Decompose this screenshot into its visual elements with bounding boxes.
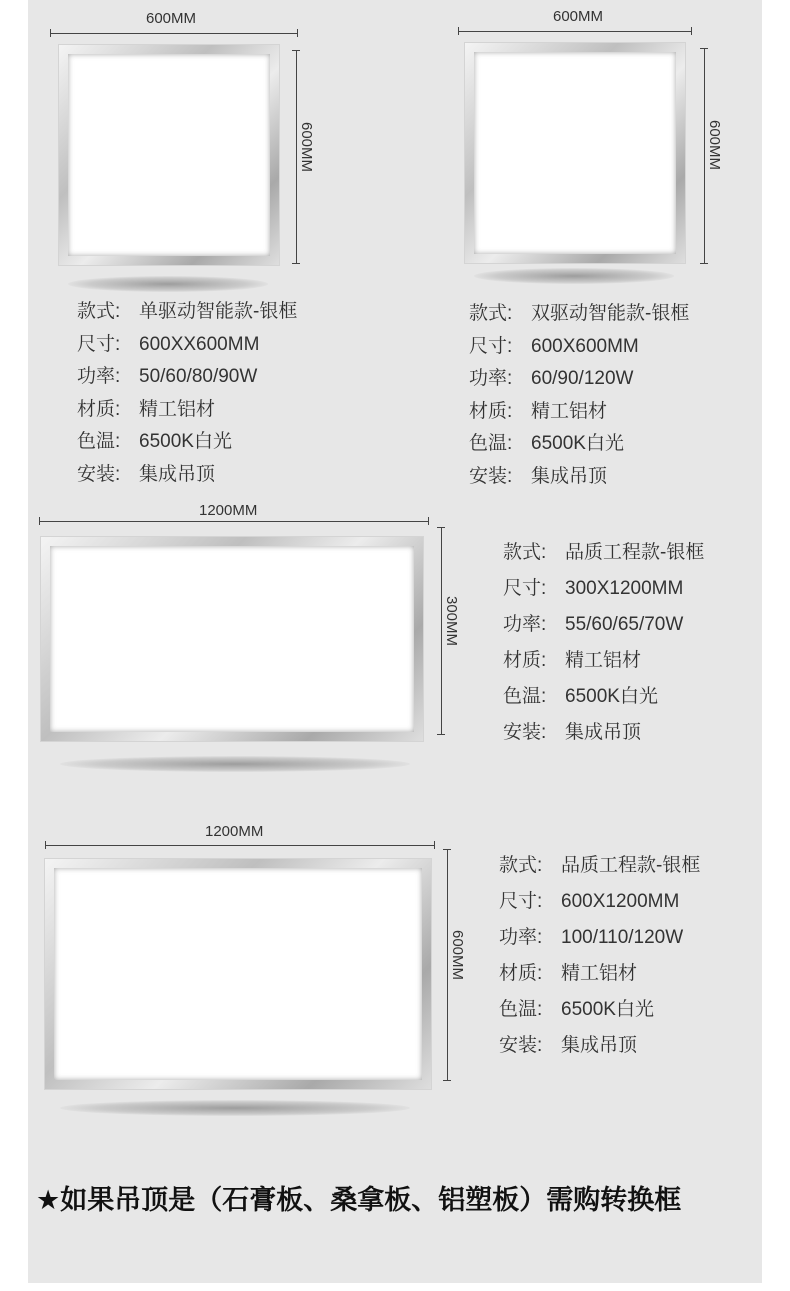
width-dimension-label: 1200MM [205,823,264,840]
spec-row-size: 尺寸: 600XX600MM [77,333,260,355]
spec-row-install: 安装: 集成吊顶 [499,1035,638,1056]
width-dimension-line [50,33,298,34]
spec-row-material: 材质: 精工铝材 [503,650,642,671]
spec-row-color-temp: 色温: 6500K白光 [469,433,624,454]
spec-row-power: 功率: 55/60/65/70W [503,614,684,635]
panel-shadow [68,276,268,292]
led-panel-image [44,858,432,1090]
spec-list [77,296,297,491]
width-dimension-label: 600MM [553,8,604,25]
spec-row-style: 款式: 品质工程款-银框 [499,855,701,876]
spec-row-size: 尺寸: 600X1200MM [499,891,680,912]
spec-row-color-temp: 色温: 6500K白光 [499,999,654,1020]
width-dimension-line [39,521,429,522]
led-panel-image [58,44,280,266]
panel-shadow [474,268,674,284]
width-dimension-label: 600MM [146,10,197,27]
spec-row-material: 材质: 精工铝材 [499,963,638,984]
height-dimension-line [447,849,448,1081]
spec-row-material: 材质: 精工铝材 [469,400,608,422]
spec-row-color-temp: 色温: 6500K白光 [77,431,232,452]
width-dimension-line [458,31,692,32]
panel-shadow [60,1100,410,1116]
spec-row-size: 尺寸: 600X600MM [469,335,639,357]
height-dimension-label: 600MM [298,122,315,173]
height-dimension-label: 600MM [706,120,723,171]
spec-row-power: 功率: 100/110/120W [499,927,684,948]
spec-row-style: 款式: 双驱动智能款-银框 [469,303,690,324]
height-dimension-label: 300MM [443,596,460,647]
spec-row-material: 材质: 精工铝材 [77,398,216,420]
height-dimension-line [441,527,442,735]
spec-row-style: 款式: 单驱动智能款-银框 [77,301,298,322]
spec-row-power: 功率: 60/90/120W [469,368,634,389]
spec-row-power: 功率: 50/60/80/90W [77,366,258,387]
spec-row-install: 安装: 集成吊顶 [503,722,642,743]
spec-row-install: 安装: 集成吊顶 [77,463,216,485]
spec-row-style: 款式: 品质工程款-银框 [503,542,705,563]
spec-row-color-temp: 色温: 6500K白光 [503,686,658,707]
spec-list [503,537,704,753]
footer-notice: ★如果吊顶是（石膏板、桑拿板、铝塑板）需购转换框 [36,1185,682,1216]
width-dimension-label: 1200MM [199,502,258,519]
height-dimension-line [704,48,705,264]
led-panel-image [40,536,424,742]
spec-row-install: 安装: 集成吊顶 [469,465,608,487]
spec-row-size: 尺寸: 300X1200MM [503,578,684,599]
height-dimension-line [296,50,297,264]
width-dimension-line [45,845,435,846]
spec-list [499,850,700,1066]
height-dimension-label: 600MM [449,930,466,981]
led-panel-image [464,42,686,264]
panel-shadow [60,756,410,772]
spec-list [469,298,689,493]
